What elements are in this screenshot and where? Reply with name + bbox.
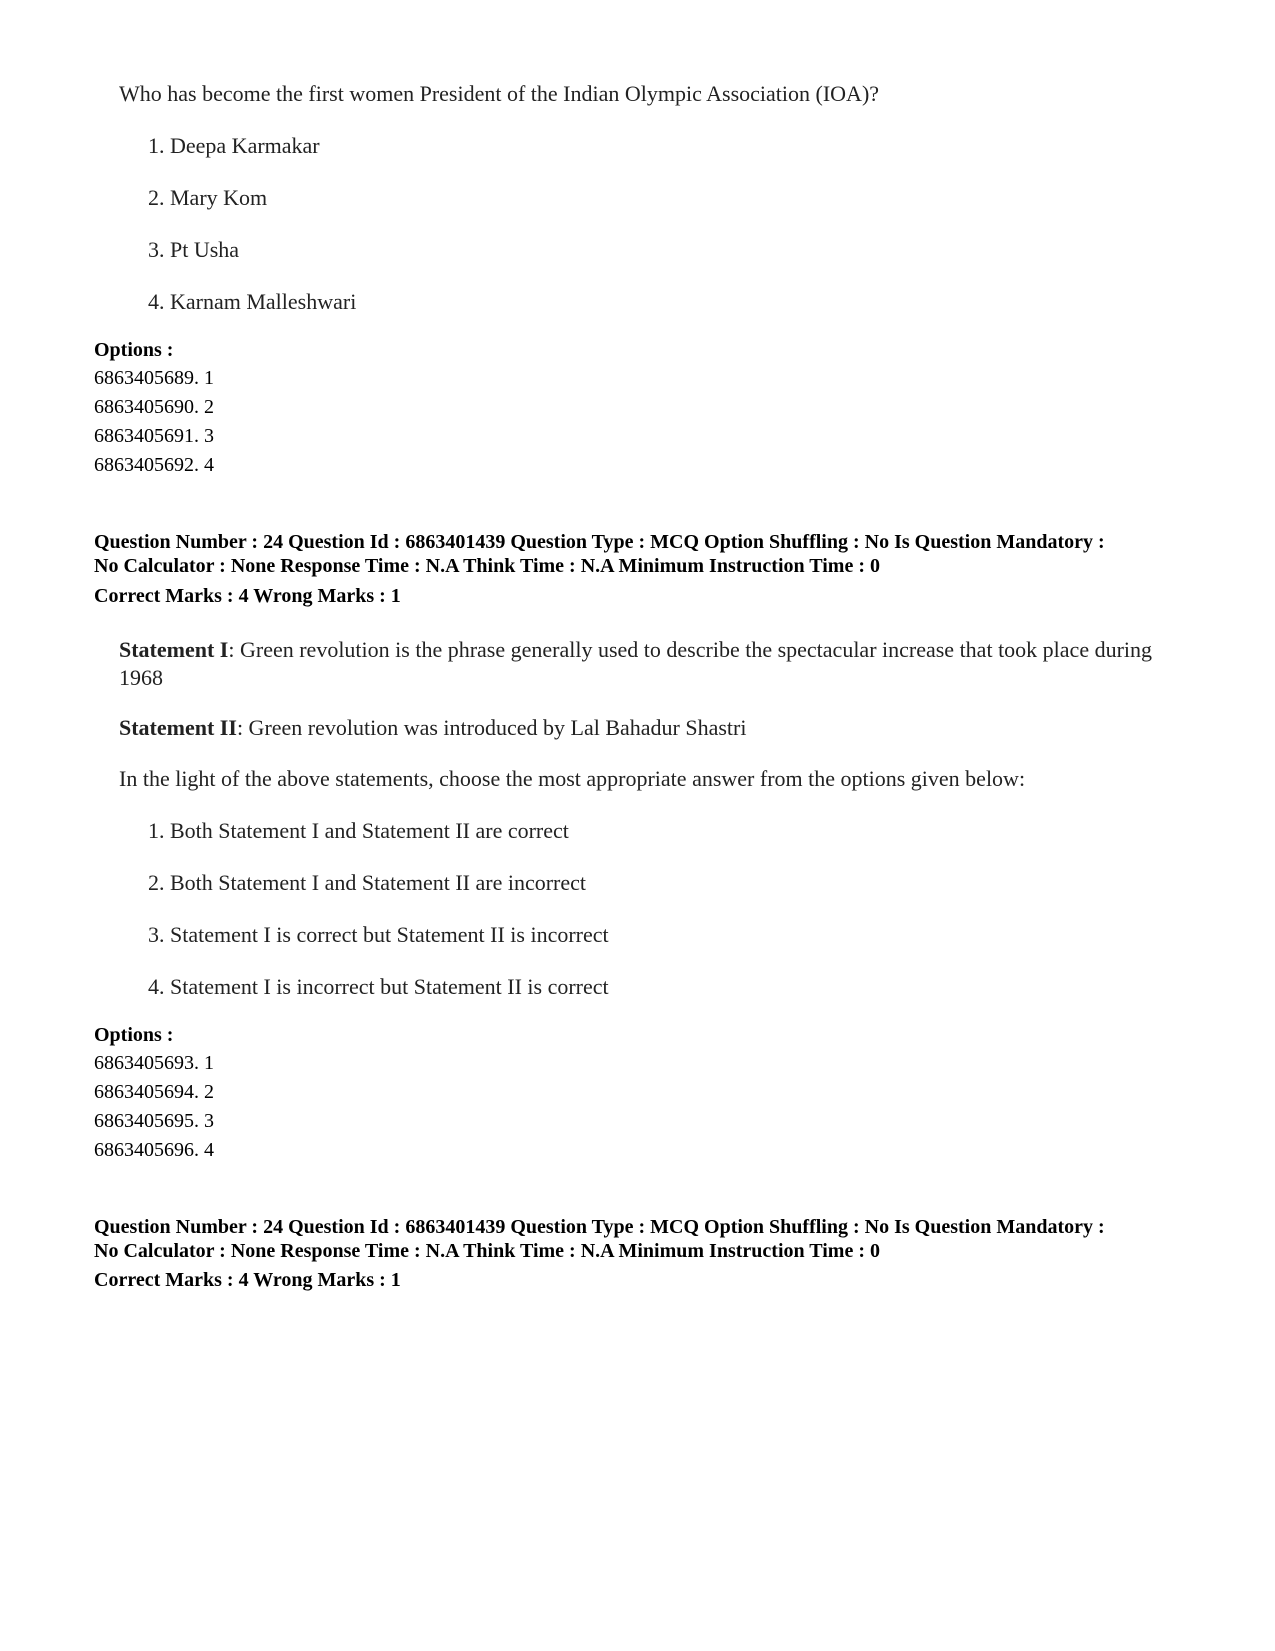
question-choice: 3. Statement I is correct but Statement II is incorrect xyxy=(148,922,609,947)
statement-one-text: : Green revolution is the phrase generally used to describe the spectacular increase that took place during 1968 xyxy=(119,637,1153,690)
question-meta xyxy=(94,530,1214,578)
options-list xyxy=(94,364,214,480)
question-choice: 3. Pt Usha xyxy=(148,237,240,262)
question-meta-line: No Calculator : None Response Time : N.A Think Time : N.A Minimum Instruction Time : 0 xyxy=(94,555,880,577)
options-label: Options : xyxy=(94,339,174,361)
question-choice: 1. Deepa Karmakar xyxy=(148,133,320,158)
question-choice: 2. Both Statement I and Statement II are incorrect xyxy=(148,870,587,895)
option-item: 6863405693. 1 xyxy=(94,1052,214,1074)
option-item: 6863405694. 2 xyxy=(94,1081,214,1103)
statement-one-label: Statement I xyxy=(119,637,229,662)
statement-two-text: : Green revolution was introduced by Lal Bahadur Shastri xyxy=(236,715,747,740)
marks-line: Correct Marks : 4 Wrong Marks : 1 xyxy=(94,585,401,607)
question-meta-line: No Calculator : None Response Time : N.A Think Time : N.A Minimum Instruction Time : 0 xyxy=(94,1240,880,1262)
marks-line: Correct Marks : 4 Wrong Marks : 1 xyxy=(94,1269,401,1291)
option-item: 6863405696. 4 xyxy=(94,1139,214,1161)
statement-one xyxy=(119,636,1179,692)
question-meta-line: Question Number : 24 Question Id : 6863401439 Question Type : MCQ Option Shuffling : No Is Question Mandatory : xyxy=(94,531,1105,553)
question-choice: 2. Mary Kom xyxy=(148,185,268,210)
question-stem: Who has become the first women President of the Indian Olympic Association (IOA)? xyxy=(119,81,880,106)
question-choice: 1. Both Statement I and Statement II are correct xyxy=(148,818,569,843)
options-list xyxy=(94,1049,214,1165)
options-label: Options : xyxy=(94,1024,174,1046)
option-item: 6863405692. 4 xyxy=(94,454,214,476)
option-item: 6863405690. 2 xyxy=(94,396,214,418)
option-item: 6863405689. 1 xyxy=(94,367,214,389)
question-meta-line: Question Number : 24 Question Id : 6863401439 Question Type : MCQ Option Shuffling : No Is Question Mandatory : xyxy=(94,1216,1105,1238)
question-choice: 4. Statement I is incorrect but Statement II is correct xyxy=(148,974,609,999)
option-item: 6863405695. 3 xyxy=(94,1110,214,1132)
question-choice: 4. Karnam Malleshwari xyxy=(148,289,357,314)
question-meta xyxy=(94,1215,1214,1263)
question-instruction: In the light of the above statements, choose the most appropriate answer from the options given below: xyxy=(119,766,1026,791)
statement-two xyxy=(119,714,746,742)
statement-two-label: Statement II xyxy=(119,715,237,740)
option-item: 6863405691. 3 xyxy=(94,425,214,447)
